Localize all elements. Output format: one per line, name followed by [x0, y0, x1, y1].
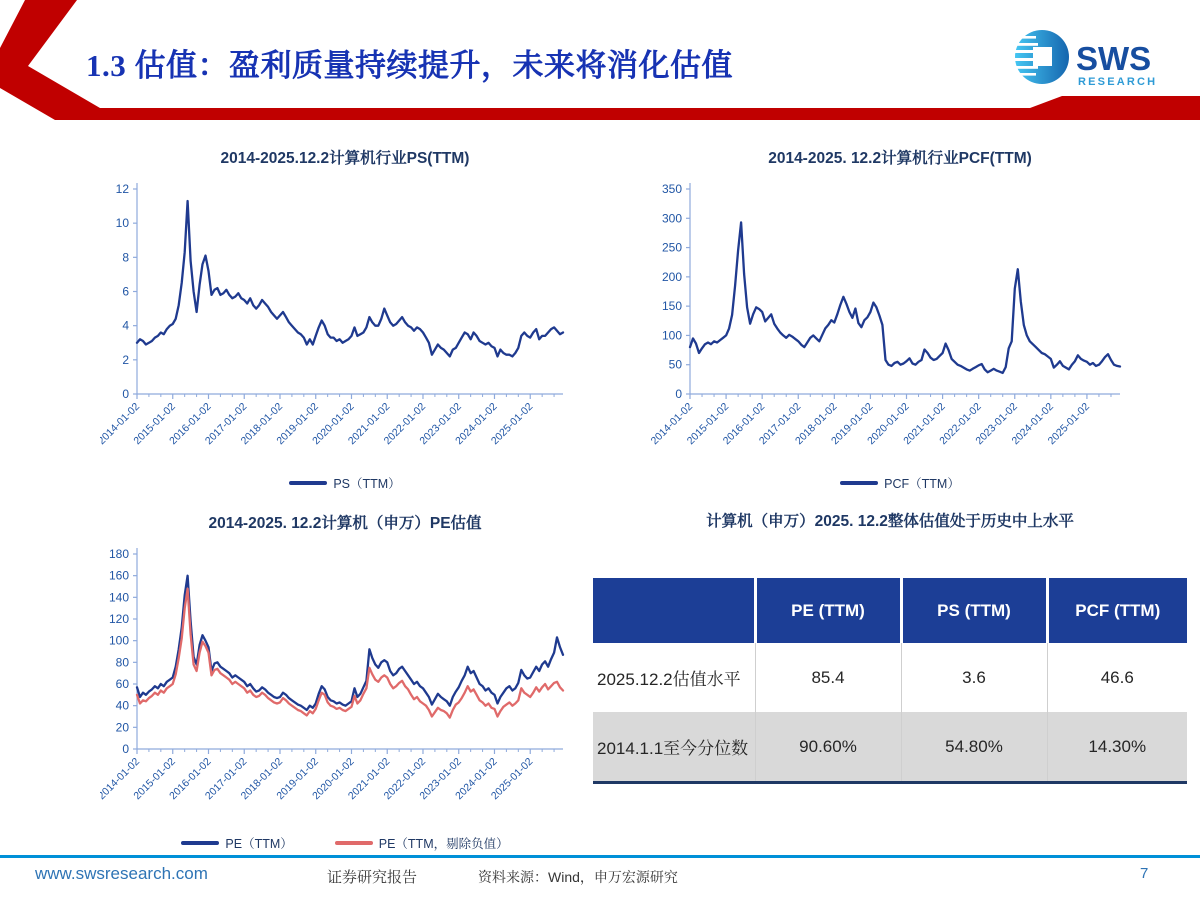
svg-text:2024-01-02: 2024-01-02: [453, 400, 500, 448]
table-header-cell: PS (TTM): [901, 578, 1047, 643]
svg-text:8: 8: [122, 250, 129, 265]
svg-text:2024-01-02: 2024-01-02: [453, 755, 500, 803]
chart-legend: [100, 834, 590, 852]
chart-legend: [100, 474, 590, 492]
svg-text:2018-01-02: 2018-01-02: [792, 400, 840, 448]
valuation-table: [593, 578, 1187, 784]
table-header-cell: PE (TTM): [755, 578, 901, 643]
svg-text:80: 80: [115, 655, 129, 670]
svg-text:2021-01-02: 2021-01-02: [345, 755, 393, 803]
legend-swatch: [181, 841, 219, 845]
svg-text:2022-01-02: 2022-01-02: [381, 755, 429, 803]
svg-text:2023-01-02: 2023-01-02: [973, 400, 1020, 448]
svg-text:2014-01-02: 2014-01-02: [648, 400, 696, 448]
chart-legend: [640, 474, 1160, 492]
svg-text:2014-01-02: 2014-01-02: [100, 400, 143, 448]
svg-text:2015-01-02: 2015-01-02: [684, 400, 732, 448]
chart-canvas-pe: [100, 537, 590, 832]
chart-plot-area: [640, 172, 1160, 472]
svg-text:0: 0: [122, 387, 129, 401]
table-cell: 90.60%: [755, 712, 901, 783]
svg-text:2022-01-02: 2022-01-02: [381, 400, 429, 448]
svg-text:20: 20: [115, 720, 129, 735]
svg-text:2018-01-02: 2018-01-02: [238, 755, 286, 803]
svg-text:100: 100: [661, 328, 682, 343]
logo-text: SWS: [1076, 40, 1152, 77]
svg-text:10: 10: [115, 216, 129, 231]
footer-source: 资料来源：Wind，申万宏源研究: [478, 869, 678, 885]
svg-text:180: 180: [108, 547, 129, 561]
series-line: [690, 222, 1120, 373]
svg-text:2020-01-02: 2020-01-02: [865, 400, 912, 448]
chart-pcf-ttm: [640, 140, 1160, 492]
legend-item: [840, 474, 960, 492]
chart-title: 2014-2025.12.2计算机行业PS(TTM): [220, 150, 470, 167]
svg-text:2017-01-02: 2017-01-02: [756, 400, 804, 448]
svg-text:2017-01-02: 2017-01-02: [202, 400, 250, 448]
svg-text:2016-01-02: 2016-01-02: [167, 400, 214, 448]
table-cell: 46.6: [1047, 643, 1187, 712]
sws-globe-icon: [1012, 30, 1069, 84]
table-body: [593, 643, 1187, 783]
svg-text:60: 60: [115, 677, 129, 691]
table-header-row: [593, 578, 1187, 643]
svg-text:2025-01-02: 2025-01-02: [488, 400, 536, 448]
svg-text:2017-01-02: 2017-01-02: [202, 755, 250, 803]
legend-swatch: [289, 481, 327, 485]
footer-report-type: 证券研究报告: [327, 869, 418, 886]
legend-label: PCF（TTM）: [884, 477, 960, 491]
table-cell: 54.80%: [901, 712, 1047, 783]
svg-text:50: 50: [668, 357, 682, 372]
svg-text:2015-01-02: 2015-01-02: [131, 400, 178, 448]
chart-pe: [100, 505, 590, 852]
footer-divider: [0, 855, 1200, 858]
svg-text:12: 12: [115, 182, 129, 196]
svg-text:2025-01-02: 2025-01-02: [488, 755, 536, 803]
page-title: 1.3 估值：盈利质量持续提升，未来将消化估值: [86, 48, 733, 83]
table-title: 计算机（申万）2025. 12.2整体估值处于历史中上水平: [706, 513, 1074, 530]
legend-label: PE（TTM）: [225, 837, 293, 851]
svg-text:150: 150: [661, 299, 682, 314]
chart-title: 2014-2025. 12.2计算机（申万）PE估值: [208, 515, 482, 532]
legend-swatch: [840, 481, 878, 485]
legend-item: [181, 834, 292, 852]
table-row-label: 2014.1.1至今分位数: [593, 712, 755, 783]
svg-text:350: 350: [661, 182, 682, 196]
svg-text:300: 300: [661, 211, 682, 226]
svg-text:2019-01-02: 2019-01-02: [274, 755, 321, 803]
table-row-label: 2025.12.2估值水平: [593, 643, 755, 712]
svg-text:2016-01-02: 2016-01-02: [167, 755, 214, 803]
chart-canvas-ps: [100, 172, 590, 472]
svg-text:2024-01-02: 2024-01-02: [1009, 400, 1056, 448]
svg-text:2019-01-02: 2019-01-02: [274, 400, 321, 448]
sws-logo: [1012, 24, 1197, 96]
svg-text:2020-01-02: 2020-01-02: [310, 400, 357, 448]
sws-logo-graphic: [1012, 24, 1197, 96]
footer-page-number: 7: [1140, 865, 1149, 882]
svg-text:160: 160: [108, 568, 129, 583]
series-line: [137, 576, 563, 710]
legend-item: [289, 474, 400, 492]
svg-text:2022-01-02: 2022-01-02: [937, 400, 984, 448]
svg-text:140: 140: [108, 590, 129, 605]
svg-text:100: 100: [108, 633, 129, 648]
table-corner-cell: [593, 578, 755, 643]
table-cell: 3.6: [901, 643, 1047, 712]
chart-title: 2014-2025. 12.2计算机行业PCF(TTM): [768, 150, 1032, 167]
svg-text:2021-01-02: 2021-01-02: [901, 400, 948, 448]
chart-plot-area: [100, 172, 590, 472]
svg-text:200: 200: [661, 269, 682, 284]
legend-swatch: [335, 841, 373, 845]
svg-text:4: 4: [122, 318, 129, 333]
table-cell: 14.30%: [1047, 712, 1187, 783]
svg-text:40: 40: [115, 698, 129, 713]
svg-text:120: 120: [108, 612, 129, 626]
chart-plot-area: [100, 537, 590, 832]
svg-text:0: 0: [122, 742, 129, 756]
svg-text:2023-01-02: 2023-01-02: [417, 400, 464, 448]
svg-text:2021-01-02: 2021-01-02: [345, 400, 393, 448]
svg-text:2025-01-02: 2025-01-02: [1045, 400, 1093, 448]
svg-text:2016-01-02: 2016-01-02: [720, 400, 768, 448]
footer-url-link[interactable]: www.swsresearch.com: [35, 864, 208, 883]
svg-text:2019-01-02: 2019-01-02: [829, 400, 876, 448]
legend-item: [335, 834, 509, 852]
legend-label: PE（TTM，剔除负值）: [378, 837, 509, 851]
svg-text:2020-01-02: 2020-01-02: [310, 755, 357, 803]
chart-canvas-pcf: [640, 172, 1160, 472]
table-row: [593, 643, 1187, 712]
chart-ps-ttm: [100, 140, 590, 492]
table-header-cell: PCF (TTM): [1047, 578, 1187, 643]
table-row: [593, 712, 1187, 783]
svg-text:0: 0: [675, 387, 682, 401]
svg-text:2: 2: [122, 352, 129, 367]
series-line: [137, 201, 563, 356]
svg-text:2014-01-02: 2014-01-02: [100, 755, 143, 803]
svg-text:6: 6: [122, 284, 129, 299]
legend-label: PS（TTM）: [333, 477, 401, 491]
svg-text:2023-01-02: 2023-01-02: [417, 755, 464, 803]
svg-text:2015-01-02: 2015-01-02: [131, 755, 178, 803]
table-cell: 85.4: [755, 643, 901, 712]
svg-text:2018-01-02: 2018-01-02: [238, 400, 286, 448]
svg-text:250: 250: [661, 240, 682, 255]
logo-subtext: RESEARCH: [1078, 76, 1158, 88]
